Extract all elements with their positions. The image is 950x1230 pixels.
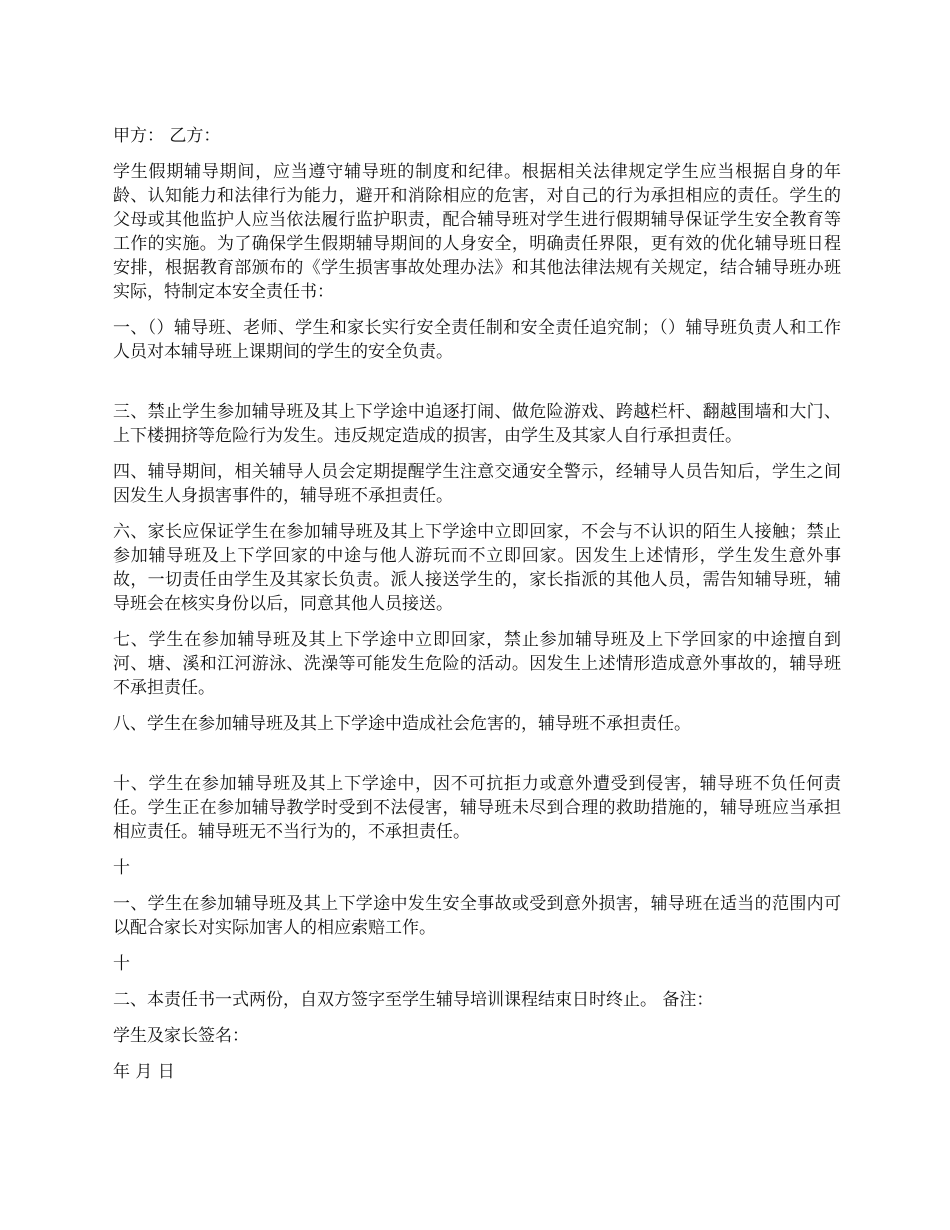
clause-11: 一、学生在参加辅导班及其上下学途中发生安全事故或受到意外损害，辅导班在适当的范围内可以配合家长对实际加害人的相应索赔工作。 bbox=[113, 894, 841, 938]
clause-8: 八、学生在参加辅导班及其上下学途中造成社会危害的，辅导班不承担责任。 bbox=[113, 714, 691, 734]
clause-4: 四、辅导期间，相关辅导人员会定期提醒学生注意交通安全警示，经辅导人员告知后，学生之间因发生人身损害事件的，辅导班不承担责任。 bbox=[113, 462, 841, 506]
clause-12-prefix: 十 bbox=[113, 954, 130, 974]
date-line: 年 月 日 bbox=[113, 1062, 175, 1082]
blank-gap bbox=[113, 748, 841, 772]
document-body bbox=[113, 124, 841, 1096]
blank-gap bbox=[113, 376, 841, 400]
clause-11-prefix: 十 bbox=[113, 858, 130, 878]
clause-6: 六、家长应保证学生在参加辅导班及其上下学途中立即回家，不会与不认识的陌生人接触；禁止参加辅导班及上下学回家的中途与他人游玩而不立即回家。因发生上述情形，学生发生意外事故，一切责任由学生及其家长负责。派人接送学生的，家长指派的其他人员，需告知辅导班，辅导班会在核实身份以后，同意其他人员接送。 bbox=[113, 522, 841, 614]
clause-7: 七、学生在参加辅导班及其上下学途中立即回家，禁止参加辅导班及上下学回家的中途擅自到河、塘、溪和江河游泳、洗澡等可能发生危险的活动。因发生上述情形造成意外事故的，辅导班不承担责任。 bbox=[113, 630, 841, 698]
clause-3: 三、禁止学生参加辅导班及其上下学途中追逐打闹、做危险游戏、跨越栏杆、翻越围墙和大门、上下楼拥挤等危险行为发生。违反规定造成的损害，由学生及其家人自行承担责任。 bbox=[113, 402, 841, 446]
clause-12: 二、本责任书一式两份，自双方签字至学生辅导培训课程结束日时终止。 备注： bbox=[113, 990, 714, 1010]
parties-line: 甲方： 乙方： bbox=[113, 126, 221, 146]
clause-10: 十、学生在参加辅导班及其上下学途中，因不可抗拒力或意外遭受到侵害，辅导班不负任何责任。学生正在参加辅导教学时受到不法侵害，辅导班未尽到合理的救助措施的，辅导班应当承担相应责任。辅导班无不当行为的，不承担责任。 bbox=[113, 774, 841, 842]
intro-paragraph: 学生假期辅导期间，应当遵守辅导班的制度和纪律。根据相关法律规定学生应当根据自身的年龄、认知能力和法律行为能力，避开和消除相应的危害，对自己的行为承担相应的责任。学生的父母或其他监护人应当依法履行监护职责，配合辅导班对学生进行假期辅导保证学生安全教育等工作的实施。为了确保学生假期辅导期间的人身安全，明确责任界限，更有效的优化辅导班日程安排，根据教育部颁布的《学生损害事故处理办法》和其他法律法规有关规定，结合辅导班办班实际，特制定本安全责任书： bbox=[113, 162, 841, 302]
clause-1: 一、（）辅导班、老师、学生和家长实行安全责任制和安全责任追究制；（）辅导班负责人和工作人员对本辅导班上课期间的学生的安全负责。 bbox=[113, 318, 841, 362]
signature-line: 学生及家长签名： bbox=[113, 1026, 249, 1046]
